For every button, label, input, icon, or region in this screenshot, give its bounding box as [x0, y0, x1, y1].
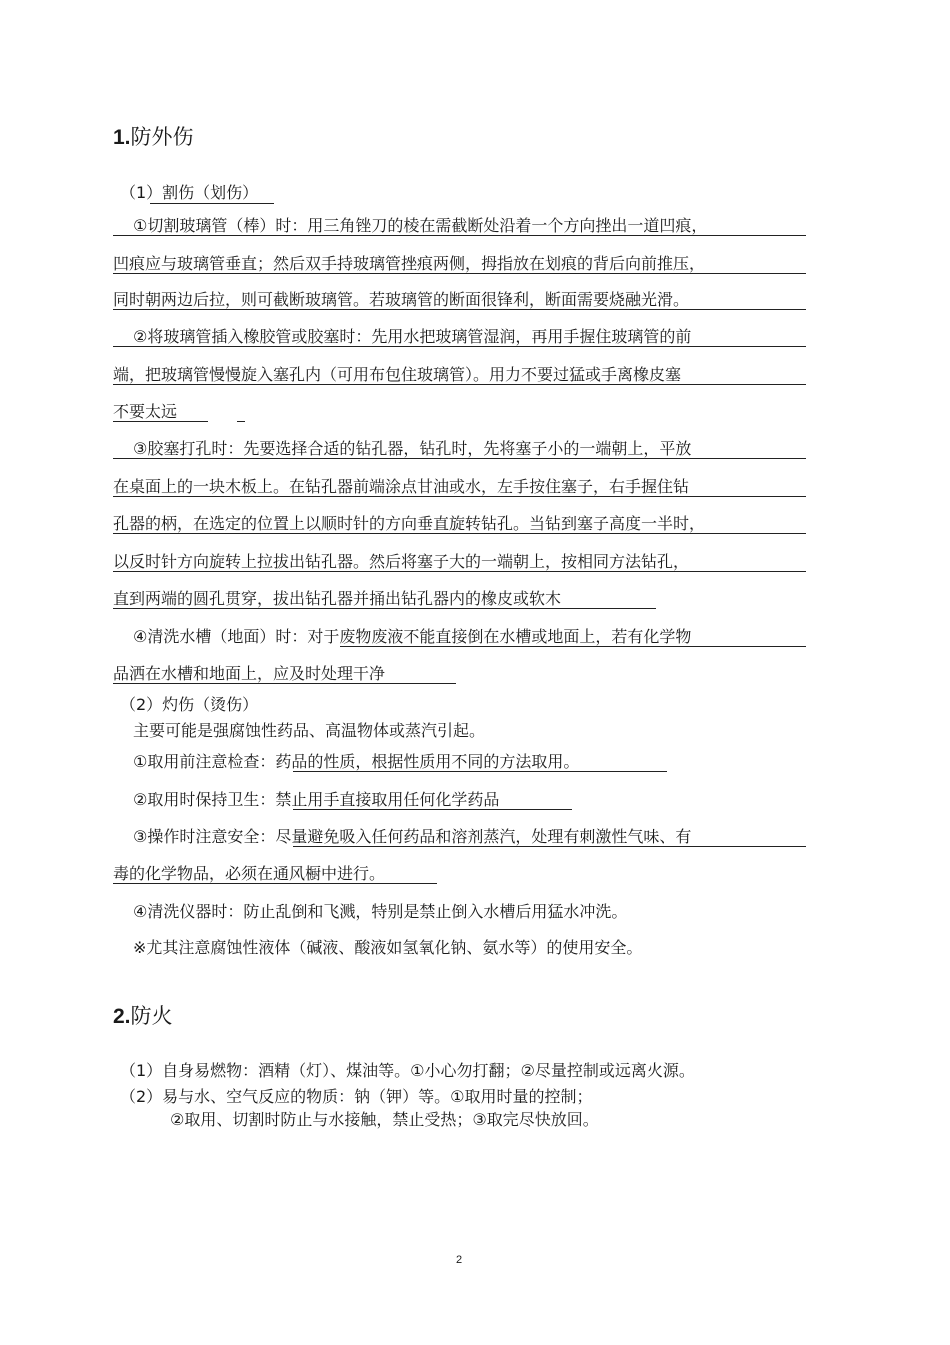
burn-item-3-line2: 毒的化学物品，必须在通风橱中进行。: [113, 864, 386, 883]
fire-item-2: （2）易与水、空气反应的物质：钠（钾）等。①取用时量的控制；: [120, 1087, 593, 1106]
underline: [150, 203, 274, 204]
underline: [113, 533, 806, 534]
underline: [113, 683, 456, 684]
cut-p3-line3: 孔器的柄，在选定的位置上以顺时针的方向垂直旋转钻孔。当钻到塞子高度一半时，: [113, 514, 706, 533]
cut-p4-line1: ④清洗水槽（地面）时：对于废物废液不能直接倒在水槽或地面上，若有化学物: [133, 627, 692, 646]
underline: [237, 421, 245, 422]
underline: [113, 421, 208, 422]
page-number: 2: [456, 1254, 463, 1266]
underline: [113, 496, 806, 497]
cut-p1-line1: ①切割玻璃管（棒）时：用三角锉刀的棱在需截断处沿着一个方向挫出一道凹痕，: [133, 216, 708, 235]
underline: [113, 883, 437, 884]
underline: [340, 646, 806, 647]
section-1-heading: [113, 124, 194, 151]
section-1-number: 1.: [113, 126, 131, 149]
underline: [113, 571, 806, 572]
underline: [293, 846, 806, 847]
burn-note: ※尤其注意腐蚀性液体（碱液、酸液如氢氧化钠、氨水等）的使用安全。: [133, 938, 643, 957]
burn-item-4: ④清洗仪器时：防止乱倒和飞溅，特别是禁止倒入水槽后用猛水冲洗。: [133, 902, 628, 921]
fire-item-2-cont: ②取用、切割时防止与水接触，禁止受热；③取完尽快放回。: [170, 1110, 599, 1129]
underline: [113, 235, 806, 236]
underline: [113, 273, 806, 274]
cut-p3-line2: 在桌面上的一块木板上。在钻孔器前端涂点甘油或水，左手按住塞子，右手握住钻: [113, 477, 690, 496]
cut-p2-line2: 端，把玻璃管慢慢旋入塞孔内（可用布包住玻璃管）。用力不要过猛或手离橡皮塞: [113, 365, 682, 384]
burn-item-2: ②取用时保持卫生：禁止用手直接取用任何化学药品: [133, 790, 500, 809]
burn-intro: 主要可能是强腐蚀性药品、高温物体或蒸汽引起。: [133, 721, 486, 740]
cut-p3-line5: 直到两端的圆孔贯穿，拔出钻孔器并捅出钻孔器内的橡皮或软木: [113, 589, 562, 608]
underline: [113, 309, 806, 310]
cut-p2-line1: ②将玻璃管插入橡胶管或胶塞时：先用水把玻璃管湿润，再用手握住玻璃管的前: [133, 327, 692, 346]
underline: [293, 771, 667, 772]
burn-heading: （2）灼伤（烫伤）: [120, 695, 259, 714]
cut-p3-line4: 以反时针方向旋转上拉拔出钻孔器。然后将塞子大的一端朝上，按相同方法钻孔，: [113, 552, 690, 571]
cut-p2-line3: 不要太远: [113, 402, 178, 421]
section-2-number: 2.: [113, 1005, 131, 1028]
underline: [293, 809, 572, 810]
cut-p1-line2: 凹痕应与玻璃管垂直；然后双手持玻璃管挫痕两侧，拇指放在划痕的背后向前推压，: [113, 254, 706, 273]
underline: [113, 608, 656, 609]
cut-p1-line3: 同时朝两边后拉，则可截断玻璃管。若玻璃管的断面很锋利，断面需要烧融光滑。: [113, 290, 690, 309]
burn-item-1: ①取用前注意检查：药品的性质，根据性质用不同的方法取用。: [133, 752, 580, 771]
burn-item-3-line1: ③操作时注意安全：尽量避免吸入任何药品和溶剂蒸汽，处理有刺激性气味、有: [133, 827, 692, 846]
underline: [113, 384, 806, 385]
section-2-heading: [113, 1003, 173, 1030]
section-1-title: 防外伤: [130, 125, 194, 149]
cut-heading: （1）割伤（划伤）: [120, 183, 259, 202]
cut-p4-line2: 品洒在水槽和地面上，应及时处理干净: [113, 664, 386, 683]
underline: [113, 346, 806, 347]
underline: [113, 458, 806, 459]
section-2-title: 防火: [130, 1004, 173, 1028]
cut-p3-line1: ③胶塞打孔时：先要选择合适的钻孔器，钻孔时，先将塞子小的一端朝上，平放: [133, 439, 692, 458]
fire-item-1: （1）自身易燃物：酒精（灯）、煤油等。①小心勿打翻；②尽量控制或远离火源。: [120, 1061, 695, 1080]
